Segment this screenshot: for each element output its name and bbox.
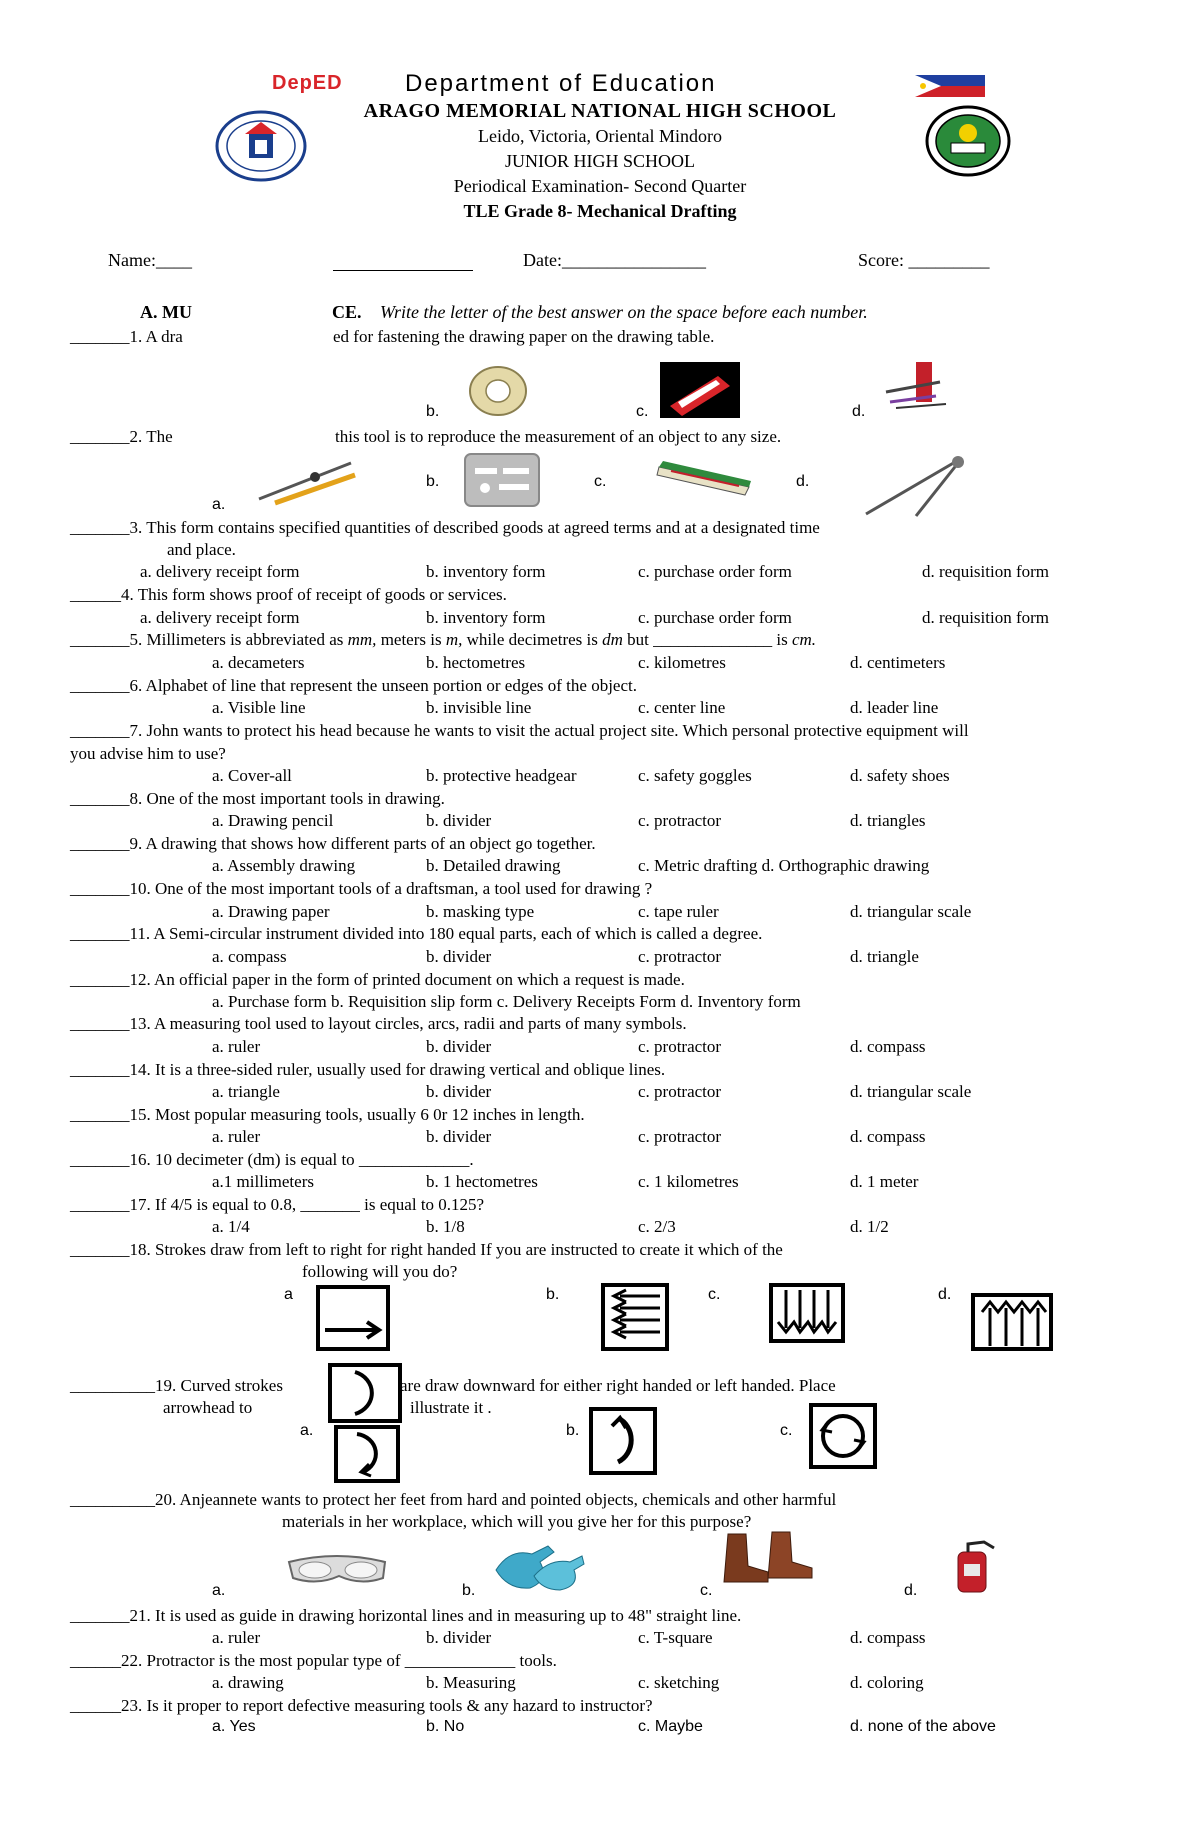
q18-option-c[interactable]: c. — [708, 1286, 721, 1303]
safety-goggles-icon — [283, 1548, 391, 1588]
q22-option-b[interactable]: b. Measuring — [426, 1673, 516, 1692]
q5-text: _______5. Millimeters is abbreviated as mm, meters is m, while decimetres is dm but ______________ is cm. — [70, 630, 817, 649]
q17-option-d[interactable]: d. 1/2 — [850, 1217, 889, 1236]
q16-text: _______16. 10 decimeter (dm) is equal to _____________. — [70, 1150, 474, 1169]
q8-option-d[interactable]: d. triangles — [850, 811, 926, 830]
q4-option-d[interactable]: d. requisition form — [922, 608, 1050, 627]
q23-option-c[interactable]: c. Maybe — [638, 1718, 703, 1735]
q8-option-a[interactable]: a. Drawing pencil — [212, 811, 334, 830]
q7-option-a[interactable]: a. Cover-all — [212, 766, 292, 785]
fire-extinguisher-icon — [950, 1538, 1000, 1594]
triangular-scale-icon — [655, 457, 755, 497]
q14-option-b[interactable]: b. divider — [426, 1082, 492, 1101]
q1-text: ed for fastening the drawing paper on the drawing table. — [333, 327, 715, 346]
q19-option-a[interactable]: a. — [300, 1422, 314, 1439]
q10-text: _______10. One of the most important tools of a draftsman, a tool used for drawing ? — [70, 879, 653, 898]
q17-text: _______17. If 4/5 is equal to 0.8, _______ is equal to 0.125? — [70, 1195, 485, 1214]
q17-option-c[interactable]: c. 2/3 — [638, 1217, 676, 1236]
q7-option-d[interactable]: d. safety shoes — [850, 766, 950, 785]
section-label-tail: CE. — [332, 302, 362, 322]
score-field[interactable]: Score: _________ — [858, 250, 990, 270]
q19-text-start: __________19. Curved strokes — [70, 1376, 283, 1395]
school-name: ARAGO MEMORIAL NATIONAL HIGH SCHOOL — [363, 100, 837, 122]
curved-arrow-a-icon — [333, 1424, 401, 1484]
q3-text-line2: and place. — [167, 540, 236, 559]
q4-text: ______4. This form shows proof of receipt of goods or services. — [70, 585, 507, 604]
q8-option-b[interactable]: b. divider — [426, 811, 492, 830]
q10-option-c[interactable]: c. tape ruler — [638, 902, 719, 921]
q11-option-c[interactable]: c. protractor — [638, 947, 722, 966]
school-address: Leido, Victoria, Oriental Mindoro — [477, 126, 723, 146]
q2-option-a[interactable]: a. — [212, 496, 226, 513]
q10-option-a[interactable]: a. Drawing paper — [212, 902, 330, 921]
q15-option-b[interactable]: b. divider — [426, 1127, 492, 1146]
q13-text: _______13. A measuring tool used to layout circles, arcs, radii and parts of many symbols. — [70, 1014, 687, 1033]
q21-text: _______21. It is used as guide in drawing horizontal lines and in measuring up to 48" straight line. — [70, 1606, 742, 1625]
q7-option-c[interactable]: c. safety goggles — [638, 766, 752, 785]
q11-text: _______11. A Semi-circular instrument divided into 180 equal parts, each of which is called a degree. — [70, 924, 763, 943]
department-title: Department of Education — [405, 70, 717, 97]
q17-option-b[interactable]: b. 1/8 — [426, 1217, 465, 1236]
q2-option-b[interactable]: b. — [426, 473, 440, 490]
q13-option-d[interactable]: d. compass — [850, 1037, 926, 1056]
q11-option-b[interactable]: b. divider — [426, 947, 492, 966]
q11-option-d[interactable]: d. triangle — [850, 947, 919, 966]
curved-arrow-b-icon — [588, 1406, 658, 1476]
subject-title: TLE Grade 8- Mechanical Drafting — [463, 201, 737, 221]
q16-option-d[interactable]: d. 1 meter — [850, 1172, 919, 1191]
q21-option-d[interactable]: d. compass — [850, 1628, 926, 1647]
q7-option-b[interactable]: b. protective headgear — [426, 766, 577, 785]
q9-option-b[interactable]: b. Detailed drawing — [426, 856, 561, 875]
q14-option-d[interactable]: d. triangular scale — [850, 1082, 972, 1101]
q22-option-d[interactable]: d. coloring — [850, 1673, 924, 1692]
name-blank[interactable] — [333, 270, 473, 271]
q15-option-a[interactable]: a. ruler — [212, 1127, 261, 1146]
stroke-left-right-icon — [315, 1284, 391, 1352]
q6-option-a[interactable]: a. Visible line — [212, 698, 306, 717]
q2-option-d[interactable]: d. — [796, 473, 810, 490]
curved-stroke-icon — [327, 1362, 403, 1424]
stroke-vertical-down-icon — [768, 1282, 846, 1344]
q1-option-c[interactable]: c. — [636, 403, 649, 420]
eraser-icon — [660, 362, 740, 418]
q4-option-a[interactable]: a. delivery receipt form — [140, 608, 300, 627]
school-level: JUNIOR HIGH SCHOOL — [504, 151, 695, 171]
q18-text: _______18. Strokes draw from left to right for right handed If you are instructed to create it which of the — [70, 1240, 783, 1259]
philippine-flag-icon — [915, 75, 985, 97]
q17-option-a[interactable]: a. 1/4 — [212, 1217, 250, 1236]
q20-option-c[interactable]: c. — [700, 1582, 713, 1599]
q23-text: ______23. Is it proper to report defective measuring tools & any hazard to instructor? — [70, 1696, 653, 1715]
q18-option-b[interactable]: b. — [546, 1286, 560, 1303]
q6-text: _______6. Alphabet of line that represent the unseen portion or edges of the object. — [70, 676, 637, 695]
masking-tape-icon — [468, 365, 528, 417]
date-field[interactable]: Date:________________ — [523, 250, 706, 270]
q16-option-a[interactable]: a.1 millimeters — [212, 1172, 314, 1191]
q18-text-line2: following will you do? — [302, 1262, 458, 1281]
q4-option-b[interactable]: b. inventory form — [426, 608, 546, 627]
q15-text: _______15. Most popular measuring tools, usually 6 0r 12 inches in length. — [70, 1105, 585, 1124]
deped-logo: DepED — [272, 72, 343, 94]
q11-option-a[interactable]: a. compass — [212, 947, 287, 966]
q13-option-a[interactable]: a. ruler — [212, 1037, 261, 1056]
q21-option-c[interactable]: c. T-square — [638, 1628, 713, 1647]
q10-option-d[interactable]: d. triangular scale — [850, 902, 972, 921]
q9-option-a[interactable]: a. Assembly drawing — [212, 856, 356, 875]
q14-option-c[interactable]: c. protractor — [638, 1082, 722, 1101]
q23-option-a[interactable]: a. Yes — [212, 1718, 256, 1735]
q16-option-c[interactable]: c. 1 kilometres — [638, 1172, 739, 1191]
q20-option-b[interactable]: b. — [462, 1582, 476, 1599]
q8-option-c[interactable]: c. protractor — [638, 811, 722, 830]
q15-option-c[interactable]: c. protractor — [638, 1127, 722, 1146]
q16-option-b[interactable]: b. 1 hectometres — [426, 1172, 538, 1191]
q22-text: ______22. Protractor is the most popular type of _____________ tools. — [70, 1651, 557, 1670]
q23-option-d[interactable]: d. none of the above — [850, 1718, 996, 1735]
q7-text: _______7. John wants to protect his head because he wants to visit the actual project site. Which personal protective equipment will — [70, 721, 969, 740]
q4-option-c[interactable]: c. purchase order form — [638, 608, 792, 627]
q23-option-b[interactable]: b. No — [426, 1718, 465, 1735]
q5-option-c[interactable]: c. kilometres — [638, 653, 726, 672]
q1-number: _______1. A dra — [70, 327, 183, 346]
q8-text: _______8. One of the most important tools in drawing. — [70, 789, 445, 808]
stroke-horizontal-arrows-icon — [600, 1282, 670, 1352]
q3-option-d[interactable]: d. requisition form — [922, 562, 1050, 581]
q19-option-c[interactable]: c. — [780, 1422, 793, 1439]
q20-option-a[interactable]: a. — [212, 1582, 226, 1599]
q19-option-b[interactable]: b. — [566, 1422, 580, 1439]
gloves-icon — [490, 1540, 586, 1592]
q2-text: this tool is to reproduce the measurement of an object to any size. — [335, 427, 782, 446]
q22-option-c[interactable]: c. sketching — [638, 1673, 720, 1692]
q18-option-d[interactable]: d. — [938, 1286, 952, 1303]
q18-option-a[interactable]: a — [284, 1286, 293, 1303]
q12-options[interactable]: a. Purchase form b. Requisition slip form c. Delivery Receipts Form d. Inventory form — [212, 992, 801, 1011]
q2-number: _______2. The — [70, 427, 173, 446]
pencil-compass-icon — [255, 455, 359, 507]
q7-text-line2: you advise him to use? — [70, 744, 226, 763]
q3-option-b[interactable]: b. inventory form — [426, 562, 546, 581]
q21-option-a[interactable]: a. ruler — [212, 1628, 261, 1647]
q20-text: __________20. Anjeannete wants to protect her feet from hard and pointed objects, chemicals and other harmful — [70, 1490, 837, 1509]
q5-option-d[interactable]: d. centimeters — [850, 653, 946, 672]
q21-option-b[interactable]: b. divider — [426, 1628, 492, 1647]
curved-arrow-c-icon — [808, 1402, 878, 1470]
q1-option-b[interactable]: b. — [426, 403, 440, 420]
divider-icon — [862, 452, 974, 518]
name-field[interactable]: Name:____ — [108, 250, 192, 270]
section-instruction: Write the letter of the best answer on the space before each number. — [380, 302, 868, 322]
q5-option-b[interactable]: b. hectometres — [426, 653, 526, 672]
tape-dispenser-icon — [876, 352, 952, 414]
q9-option-cd[interactable]: c. Metric drafting d. Orthographic drawing — [638, 856, 930, 875]
q19-text-line2-start: arrowhead to — [163, 1398, 253, 1417]
q2-option-c[interactable]: c. — [594, 473, 607, 490]
q19-text-line2-end: illustrate it . — [410, 1398, 492, 1417]
q3-option-c[interactable]: c. purchase order form — [638, 562, 792, 581]
q22-option-a[interactable]: a. drawing — [212, 1673, 284, 1692]
q13-option-b[interactable]: b. divider — [426, 1037, 492, 1056]
q9-text: _______9. A drawing that shows how different parts of an object go together. — [70, 834, 596, 853]
section-label: A. MU — [140, 302, 192, 322]
safety-boots-icon — [720, 1530, 816, 1588]
q15-option-d[interactable]: d. compass — [850, 1127, 926, 1146]
q3-option-a[interactable]: a. delivery receipt form — [140, 562, 300, 581]
q3-text: _______3. This form contains specified quantities of described goods at agreed terms and at a designated time — [70, 518, 820, 537]
q20-text-line2: materials in her workplace, which will you give her for this purpose? — [282, 1512, 752, 1531]
q5-option-a[interactable]: a. decameters — [212, 653, 305, 672]
exam-title: Periodical Examination- Second Quarter — [453, 176, 747, 196]
q20-option-d[interactable]: d. — [904, 1582, 918, 1599]
q10-option-b[interactable]: b. masking type — [426, 902, 535, 921]
q6-option-d[interactable]: d. leader line — [850, 698, 939, 717]
q13-option-c[interactable]: c. protractor — [638, 1037, 722, 1056]
q12-text: _______12. An official paper in the form of printed document on which a request is made. — [70, 970, 685, 989]
stroke-vertical-up-icon — [970, 1292, 1054, 1352]
q19-text-end: are draw downward for either right handed or left handed. Place — [400, 1376, 836, 1395]
template-icon — [463, 452, 541, 508]
q6-option-c[interactable]: c. center line — [638, 698, 726, 717]
q14-option-a[interactable]: a. triangle — [212, 1082, 280, 1101]
q6-option-b[interactable]: b. invisible line — [426, 698, 532, 717]
q14-text: _______14. It is a three-sided ruler, usually used for drawing vertical and oblique lines. — [70, 1060, 666, 1079]
q1-option-d[interactable]: d. — [852, 403, 866, 420]
